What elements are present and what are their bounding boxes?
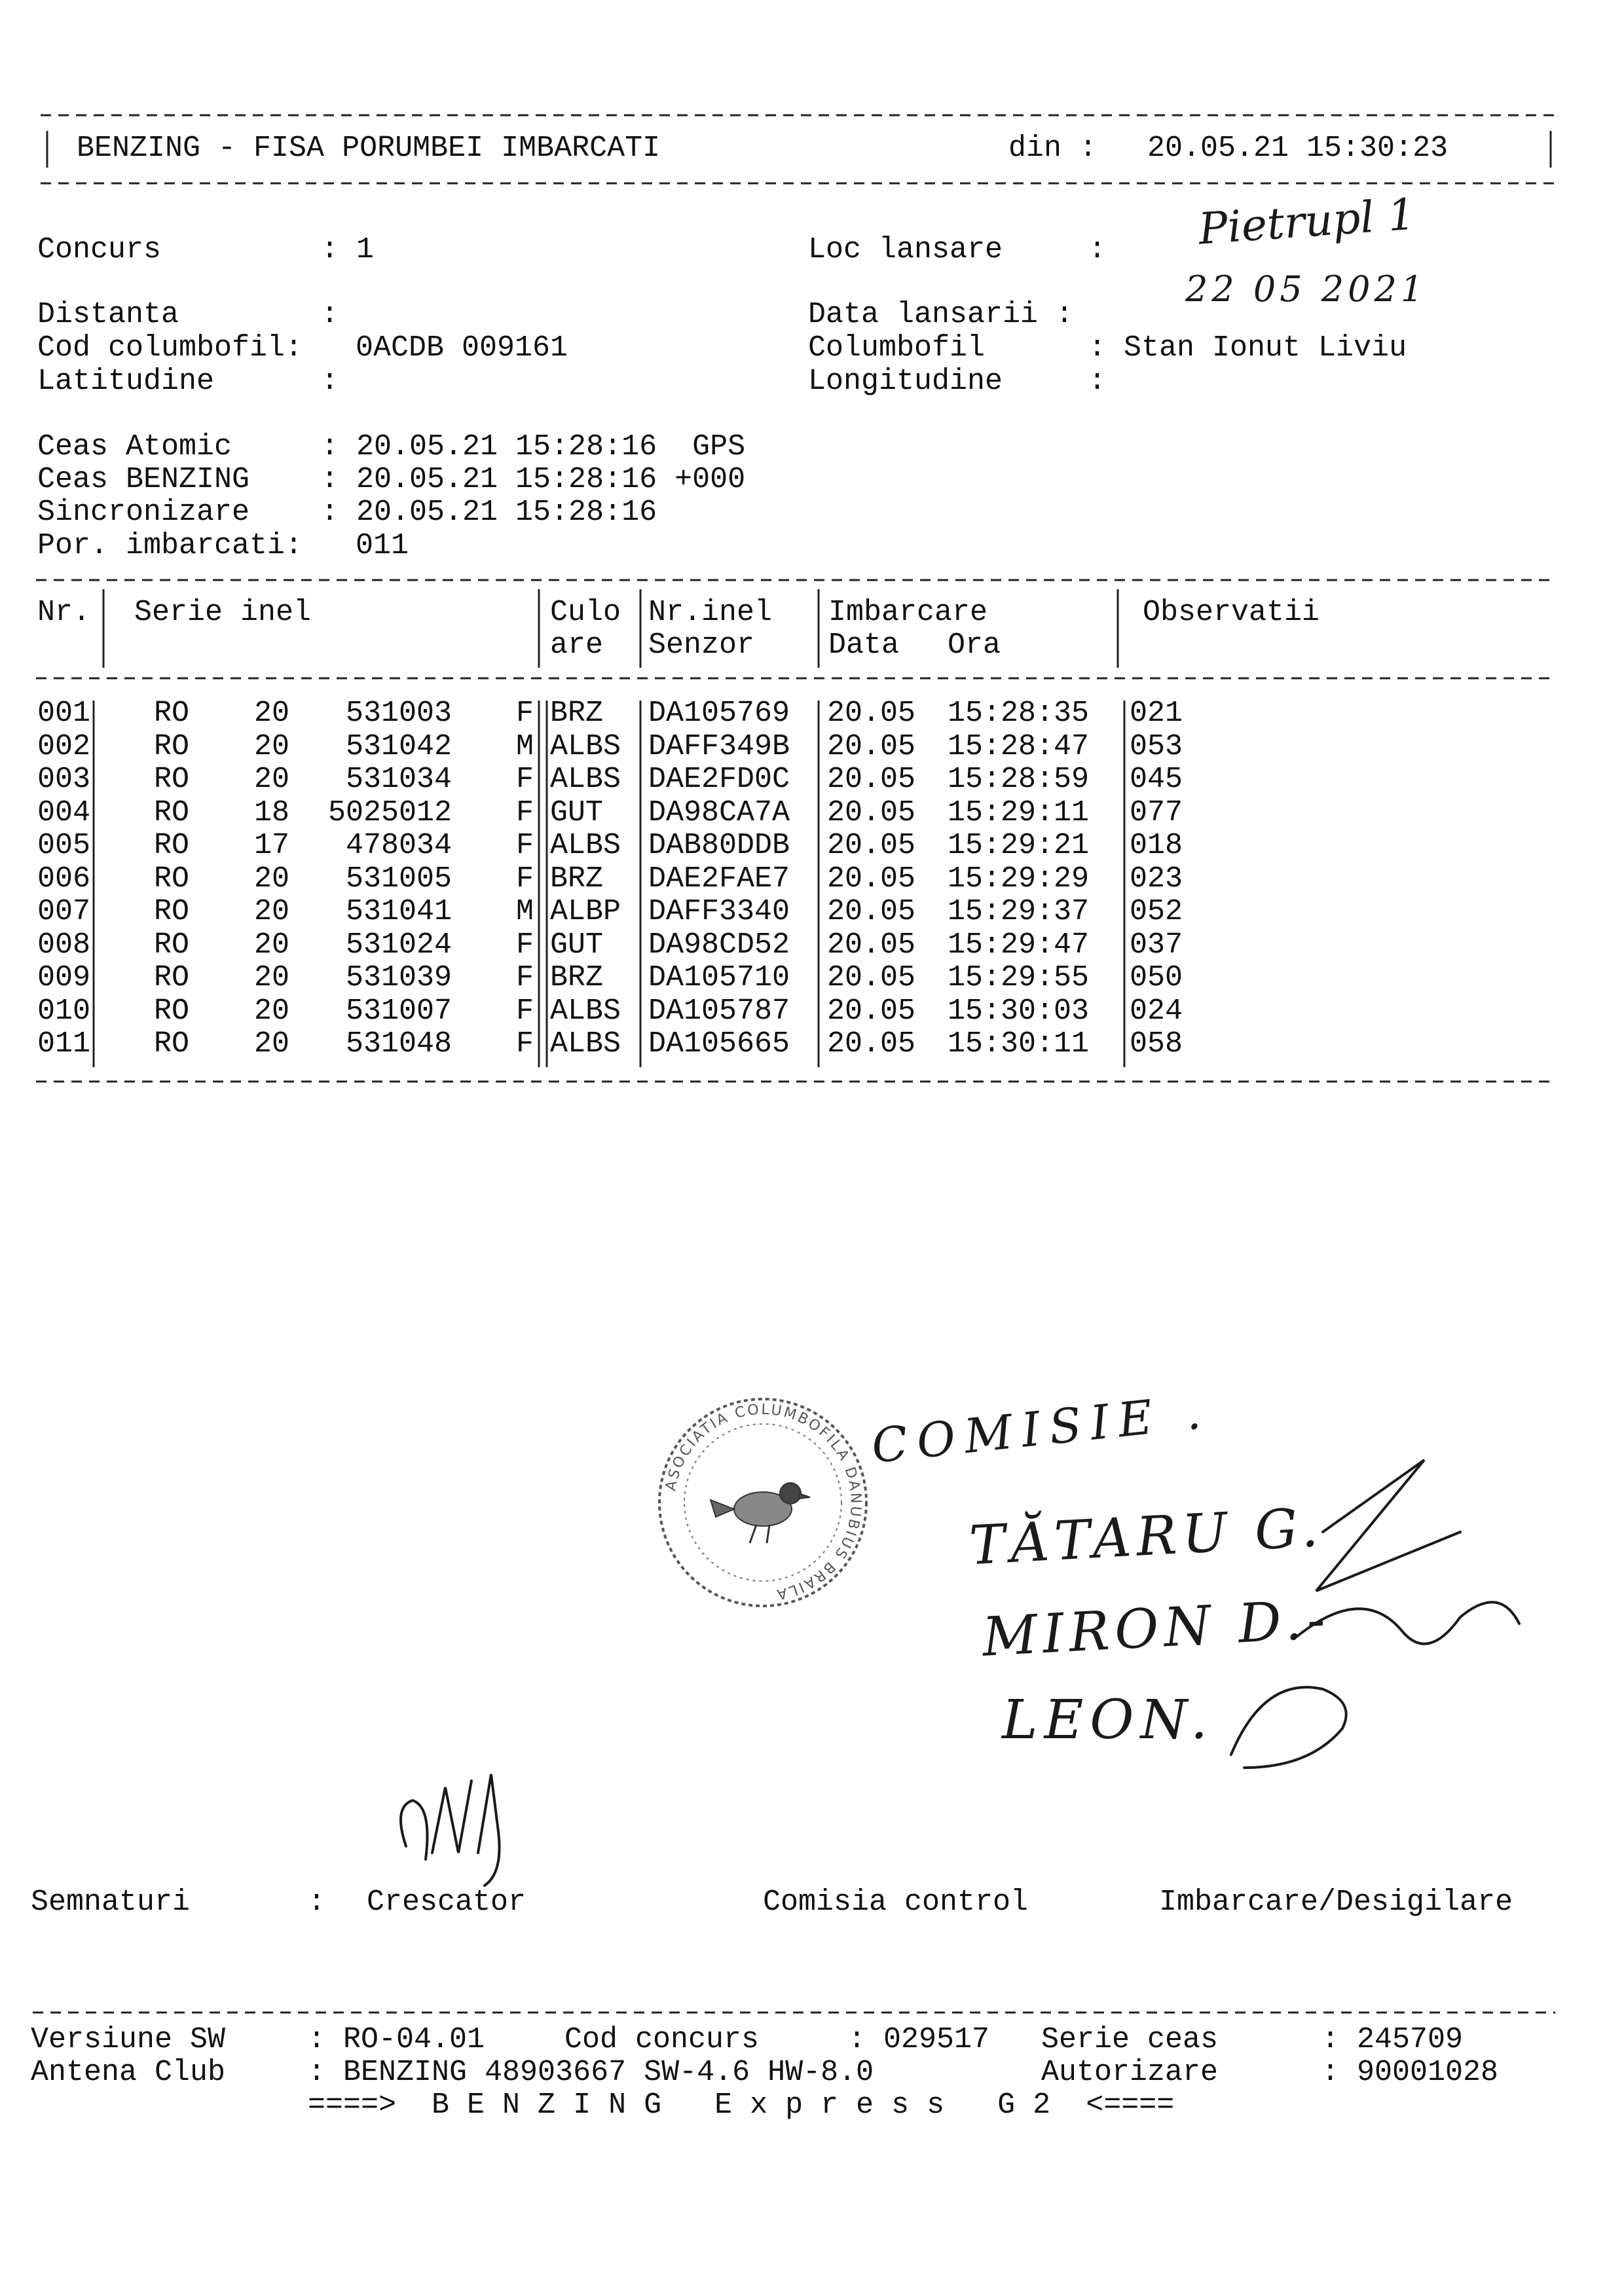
columbofil-value: : Stan Ionut Liviu [1088, 331, 1407, 365]
cell-nr: 001 [37, 697, 91, 730]
cell-senzor: DA105710 [648, 961, 790, 994]
cod-columbofil-value: 0ACDB 009161 [356, 331, 568, 365]
cell-senzor: DA105769 [648, 697, 790, 730]
cell-nr: 003 [37, 763, 91, 796]
cell-an: 20 [254, 729, 290, 763]
cell-culoare: ALBS [550, 729, 621, 763]
cell-senzor: DA98CD52 [648, 928, 790, 962]
cell-data: 20.05 [827, 961, 916, 994]
cell-tara: RO [154, 697, 190, 730]
cell-data: 20.05 [827, 729, 916, 763]
por-imbarcati-label: Por. imbarcati: [37, 529, 303, 562]
columbofil-label: Columbofil [808, 331, 986, 365]
col-header-data: Data [828, 629, 900, 662]
cell-senzor: DAB80DDB [648, 829, 790, 862]
cell-an: 20 [254, 961, 290, 994]
cell-an: 20 [254, 763, 290, 796]
cell-tara: RO [154, 1027, 190, 1061]
cod-concurs-label: Cod concurs [564, 2023, 760, 2056]
ceas-benzing-label: Ceas BENZING [37, 463, 250, 496]
data-lansarii-label: Data lansarii : [808, 298, 1074, 331]
col-header-observatii: Observatii [1143, 596, 1320, 629]
antena-club-label: Antena Club [31, 2056, 226, 2089]
cell-obs: 045 [1130, 763, 1183, 796]
cell-obs: 023 [1130, 862, 1183, 896]
ceas-atomic-value: : 20.05.21 15:28:16 GPS [321, 430, 746, 464]
cell-inel: 531048 [345, 1027, 452, 1061]
footer-banner: ====> B E N Z I N G E x p r e s s G 2 <==== [308, 2088, 1175, 2122]
cell-culoare: GUT [550, 795, 604, 829]
cell-culoare: ALBS [550, 829, 621, 862]
cell-nr: 011 [37, 1027, 91, 1061]
document-title: BENZING - FISA PORUMBEI IMBARCATI [77, 132, 661, 165]
cell-tara: RO [154, 729, 190, 763]
cell-inel: 531024 [345, 928, 452, 962]
cell-senzor: DA105787 [648, 994, 790, 1028]
cell-culoare: BRZ [550, 961, 604, 994]
autorizare-value: : 90001028 [1321, 2056, 1499, 2089]
cell-nr: 009 [37, 961, 91, 994]
longitudine-sep: : [1088, 365, 1107, 398]
cell-ora: 15:28:35 [948, 697, 1090, 730]
handwritten-name-2: MIRON D.- [980, 1588, 1332, 1669]
col-header-nrinel: Nr.inel [648, 596, 773, 629]
cell-tara: RO [154, 961, 190, 994]
cell-sex: F [515, 862, 534, 896]
crescator-label: Crescator [367, 1886, 526, 1919]
cell-ora: 15:28:47 [948, 729, 1090, 763]
cell-sex: M [515, 729, 534, 763]
cell-an: 20 [254, 928, 290, 962]
serie-ceas-value: : 245709 [1321, 2023, 1464, 2056]
cell-tara: RO [154, 829, 190, 862]
ceas-benzing-value: : 20.05.21 15:28:16 +000 [321, 463, 746, 496]
cell-ora: 15:30:03 [948, 994, 1090, 1028]
cell-nr: 007 [37, 895, 91, 928]
cell-an: 20 [254, 994, 290, 1028]
loc-lansare-label: Loc lansare [808, 233, 1003, 266]
stamp-text: ASOCIATIA COLUMBOFILA DANUBIUS BRAILA [663, 1401, 864, 1603]
cell-nr: 005 [37, 829, 91, 862]
cell-nr: 006 [37, 862, 91, 896]
cell-senzor: DAE2FAE7 [648, 862, 790, 896]
cell-sex: F [515, 994, 534, 1028]
cell-inel: 531042 [345, 729, 452, 763]
cell-obs: 058 [1130, 1027, 1183, 1061]
cell-ora: 15:29:37 [948, 895, 1090, 928]
cell-an: 20 [254, 1027, 290, 1061]
cell-ora: 15:29:11 [948, 795, 1090, 829]
cell-culoare: ALBS [550, 1027, 621, 1061]
cell-sex: F [515, 763, 534, 796]
cell-senzor: DA105665 [648, 1027, 790, 1061]
cell-inel: 5025012 [327, 795, 452, 829]
cell-tara: RO [154, 763, 190, 796]
concurs-label: Concurs [37, 233, 162, 266]
col-header-culo: Culo [550, 596, 621, 629]
cell-nr: 004 [37, 795, 91, 829]
cell-ora: 15:29:29 [948, 862, 1090, 896]
cell-tara: RO [154, 795, 190, 829]
cell-an: 20 [254, 895, 290, 928]
handwritten-name-1: TĂTARU G. [967, 1496, 1325, 1578]
cell-obs: 037 [1130, 928, 1183, 962]
loc-lansare-sep: : [1088, 233, 1107, 266]
cell-an: 20 [254, 697, 290, 730]
cell-sex: F [515, 928, 534, 962]
sincronizare-value: : 20.05.21 15:28:16 [321, 496, 657, 529]
autorizare-label: Autorizare [1041, 2056, 1219, 2089]
cell-culoare: ALBP [550, 895, 621, 928]
serie-ceas-label: Serie ceas [1041, 2023, 1219, 2056]
cell-tara: RO [154, 895, 190, 928]
cell-culoare: BRZ [550, 862, 604, 896]
antena-club-value: : BENZING 48903667 SW-4.6 HW-8.0 [308, 2056, 874, 2089]
ceas-atomic-label: Ceas Atomic [37, 430, 232, 464]
din-label: din : [1008, 132, 1098, 165]
cell-nr: 008 [37, 928, 91, 962]
col-header-senzor: Senzor [648, 629, 755, 662]
cell-nr: 002 [37, 729, 91, 763]
latitudine-label: Latitudine [37, 365, 215, 398]
cell-obs: 053 [1130, 729, 1183, 763]
cell-an: 17 [254, 829, 290, 862]
concurs-value: : 1 [321, 233, 375, 266]
cod-columbofil-label: Cod columbofil: [37, 331, 303, 365]
cell-ora: 15:29:47 [948, 928, 1090, 962]
longitudine-label: Longitudine [808, 365, 1003, 398]
cell-senzor: DAE2FD0C [648, 763, 790, 796]
cell-data: 20.05 [827, 895, 916, 928]
col-header-imbarcare: Imbarcare [828, 596, 988, 629]
cell-tara: RO [154, 928, 190, 962]
cell-sex: M [515, 895, 534, 928]
cell-data: 20.05 [827, 795, 916, 829]
cell-sex: F [515, 795, 534, 829]
cell-ora: 15:30:11 [948, 1027, 1090, 1061]
semnaturi-sep: : [308, 1886, 326, 1919]
cell-data: 20.05 [827, 829, 916, 862]
cell-data: 20.05 [827, 1027, 916, 1061]
cell-obs: 024 [1130, 994, 1183, 1028]
cell-data: 20.05 [827, 697, 916, 730]
versiune-sw-label: Versiune SW [31, 2023, 226, 2056]
versiune-sw-value: : RO-04.01 [308, 2023, 485, 2056]
col-header-nr: Nr. [37, 596, 91, 629]
distanta-label: Distanta [37, 298, 179, 331]
cell-inel: 531034 [345, 763, 452, 796]
cell-senzor: DA98CA7A [648, 795, 790, 829]
cell-sex: F [515, 961, 534, 994]
cell-senzor: DAFF3340 [648, 895, 790, 928]
semnaturi-label: Semnaturi [31, 1886, 191, 1919]
imbarcare-desigilare-label: Imbarcare/Desigilare [1159, 1886, 1513, 1919]
cell-data: 20.05 [827, 763, 916, 796]
cell-obs: 077 [1130, 795, 1183, 829]
cod-concurs-value: : 029517 [848, 2023, 990, 2056]
cell-an: 18 [254, 795, 290, 829]
cell-sex: F [515, 829, 534, 862]
handwritten-comisie: COMISIE . [869, 1383, 1213, 1474]
cell-tara: RO [154, 862, 190, 896]
cell-sex: F [515, 697, 534, 730]
cell-obs: 018 [1130, 829, 1183, 862]
cell-inel: 531003 [345, 697, 452, 730]
cell-nr: 010 [37, 994, 91, 1028]
cell-inel: 478034 [345, 829, 452, 862]
cell-ora: 15:28:59 [948, 763, 1090, 796]
col-header-ora: Ora [948, 629, 1001, 662]
handwritten-loc-lansare: Pietrupl 1 [1196, 189, 1417, 255]
cell-ora: 15:29:21 [948, 829, 1090, 862]
cell-culoare: ALBS [550, 763, 621, 796]
din-value: 20.05.21 15:30:23 [1147, 132, 1449, 165]
cell-culoare: GUT [550, 928, 604, 962]
cell-culoare: ALBS [550, 994, 621, 1028]
latitudine-sep: : [321, 365, 339, 398]
comisia-control-label: Comisia control [763, 1886, 1029, 1919]
col-header-are: are [550, 629, 604, 662]
cell-obs: 052 [1130, 895, 1183, 928]
cell-sex: F [515, 1027, 534, 1061]
col-header-serie: Serie inel [134, 596, 312, 629]
cell-senzor: DAFF349B [648, 729, 790, 763]
cell-obs: 050 [1130, 961, 1183, 994]
handwritten-name-3: LEON. [1002, 1689, 1215, 1751]
cell-data: 20.05 [827, 862, 916, 896]
handwritten-data-lansarii: 22 05 2021 [1185, 268, 1428, 310]
cell-inel: 531039 [345, 961, 452, 994]
cell-data: 20.05 [827, 994, 916, 1028]
sincronizare-label: Sincronizare [37, 496, 250, 529]
por-imbarcati-value: 011 [356, 529, 409, 562]
cell-inel: 531005 [345, 862, 452, 896]
cell-inel: 531007 [345, 994, 452, 1028]
cell-ora: 15:29:55 [948, 961, 1090, 994]
cell-tara: RO [154, 994, 190, 1028]
distanta-sep: : [321, 298, 339, 331]
cell-culoare: BRZ [550, 697, 604, 730]
cell-data: 20.05 [827, 928, 916, 962]
cell-inel: 531041 [345, 895, 452, 928]
cell-obs: 021 [1130, 697, 1183, 730]
cell-an: 20 [254, 862, 290, 896]
